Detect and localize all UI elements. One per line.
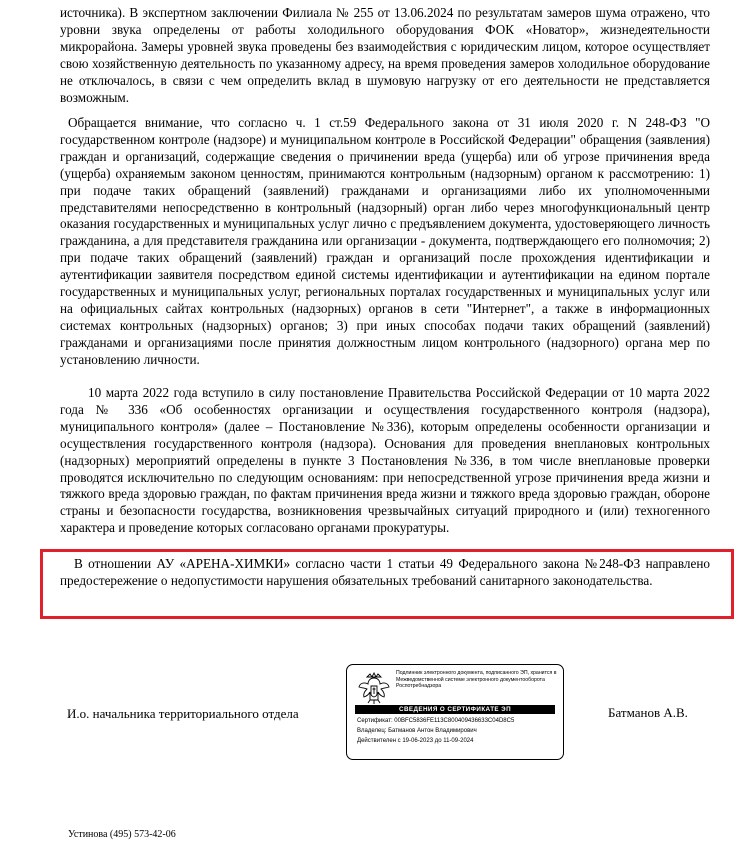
coat-of-arms-icon <box>356 670 392 706</box>
paragraph-warning-issued: В отношении АУ «АРЕНА-ХИМКИ» согласно части 1 статьи 49 Федерального закона №248-ФЗ направлено предостережение о недопустимости нарушения обязательных требований санитарного законодательства. <box>60 556 710 588</box>
certificate-notice: Подлинник электронного документа, подписанного ЭП, хранится в Межведомственной системе электронного документооборота Роспотребнадзора <box>396 670 557 690</box>
paragraph-noise-measurement: источника). В экспертном заключении Филиала № 255 от 13.06.2024 по результатам замеров шума отражено, что уровни звука определены от работы холодильного оборудования ФОК «Новатор», жизнедеятельности микрорайона. Замеры уровней звука проведены без взаимодействия с юридическим лицом, которое осуществляет свою хозяйственную деятельность по указанному адресу, на время проведения замеров холодильное оборудование не отключалось, в связи с чем определить вклад в шумовую нагрузку от его деятельности не представляется возможным. <box>60 5 710 105</box>
signer-name: Батманов А.В. <box>608 705 688 720</box>
certificate-header: СВЕДЕНИЯ О СЕРТИФИКАТЕ ЭП <box>355 705 555 714</box>
signer-title: И.о. начальника территориального отдела <box>67 706 299 721</box>
certificate-serial: Сертификат: 00BFC5836FE113C800409436633C04D8C5 <box>357 718 515 724</box>
e-signature-stamp <box>346 664 564 760</box>
executor-contact: Устинова (495) 573-42-06 <box>68 829 176 840</box>
certificate-validity: Действителен с 19-06-2023 до 11-09-2024 <box>357 738 474 744</box>
certificate-owner: Владелец: Батманов Антон Владимирович <box>357 728 477 734</box>
paragraph-appeals-law: Обращается внимание, что согласно ч. 1 ст.59 Федерального закона от 31 июля 2020 г. N 248-ФЗ "О государственном контроле (надзоре) и муниципальном контроле в Российской Федерации" обращения (заявления) граждан и организаций, содержащие сведения о причинении вреда (ущерба) или об угрозе причинения вреда (ущерба) охраняемым законом ценностям, принимаются контрольным (надзорным) органом к рассмотрению: 1) при подаче таких обращений (заявлений) гражданами и организациями либо их уполномоченными представителями непосредственно в контрольный (надзорный) орган либо через многофункциональный центр оказания государственных и муниципальных услуг лично с предъявлением документа, удостоверяющего личность гражданина, а для представителя гражданина или организации - документа, подтверждающего его полномочия; 2) при подаче таких обращений (заявлений) граждан и организаций после прохождения идентификации и аутентификации заявителя посредством единой системы идентификации и аутентификации на едином портале государственных и муниципальных услуг, региональных порталах государственных и муниципальных услуг или на официальных сайтах контрольных (надзорных) органов в сети "Интернет", а также в информационных системах контрольных (надзорных) органов; 3) при иных способах подачи таких обращений (заявлений) гражданами и организациями после принятия должностным лицом контрольного (надзорного) органа мер по установлению личности. <box>60 115 710 367</box>
paragraph-government-decree: 10 марта 2022 года вступило в силу постановление Правительства Российской Федерации от 10 марта 2022 года № 336 «Об особенностях организации и осуществления государственного контроля (надзора), муниципального контроля» (далее – Постановление №336), которым определены особенности организации и осуществления государственного контроля (надзора). Основания для проведения внеплановых контрольных (надзорных) мероприятий определены в пункте 3 Постановления №336, в том числе внеплановые проверки проводятся исключительно по следующим основаниям: при непосредственной угрозе причинения вреда жизни и тяжкого вреда здоровью граждан, по фактам причинения вреда жизни и тяжкого вреда здоровью граждан, обороне страны и безопасности государства, возникновения чрезвычайных ситуаций природного и (или) техногенного характера и проведение которых согласовано органами прокуратуры. <box>60 385 710 536</box>
